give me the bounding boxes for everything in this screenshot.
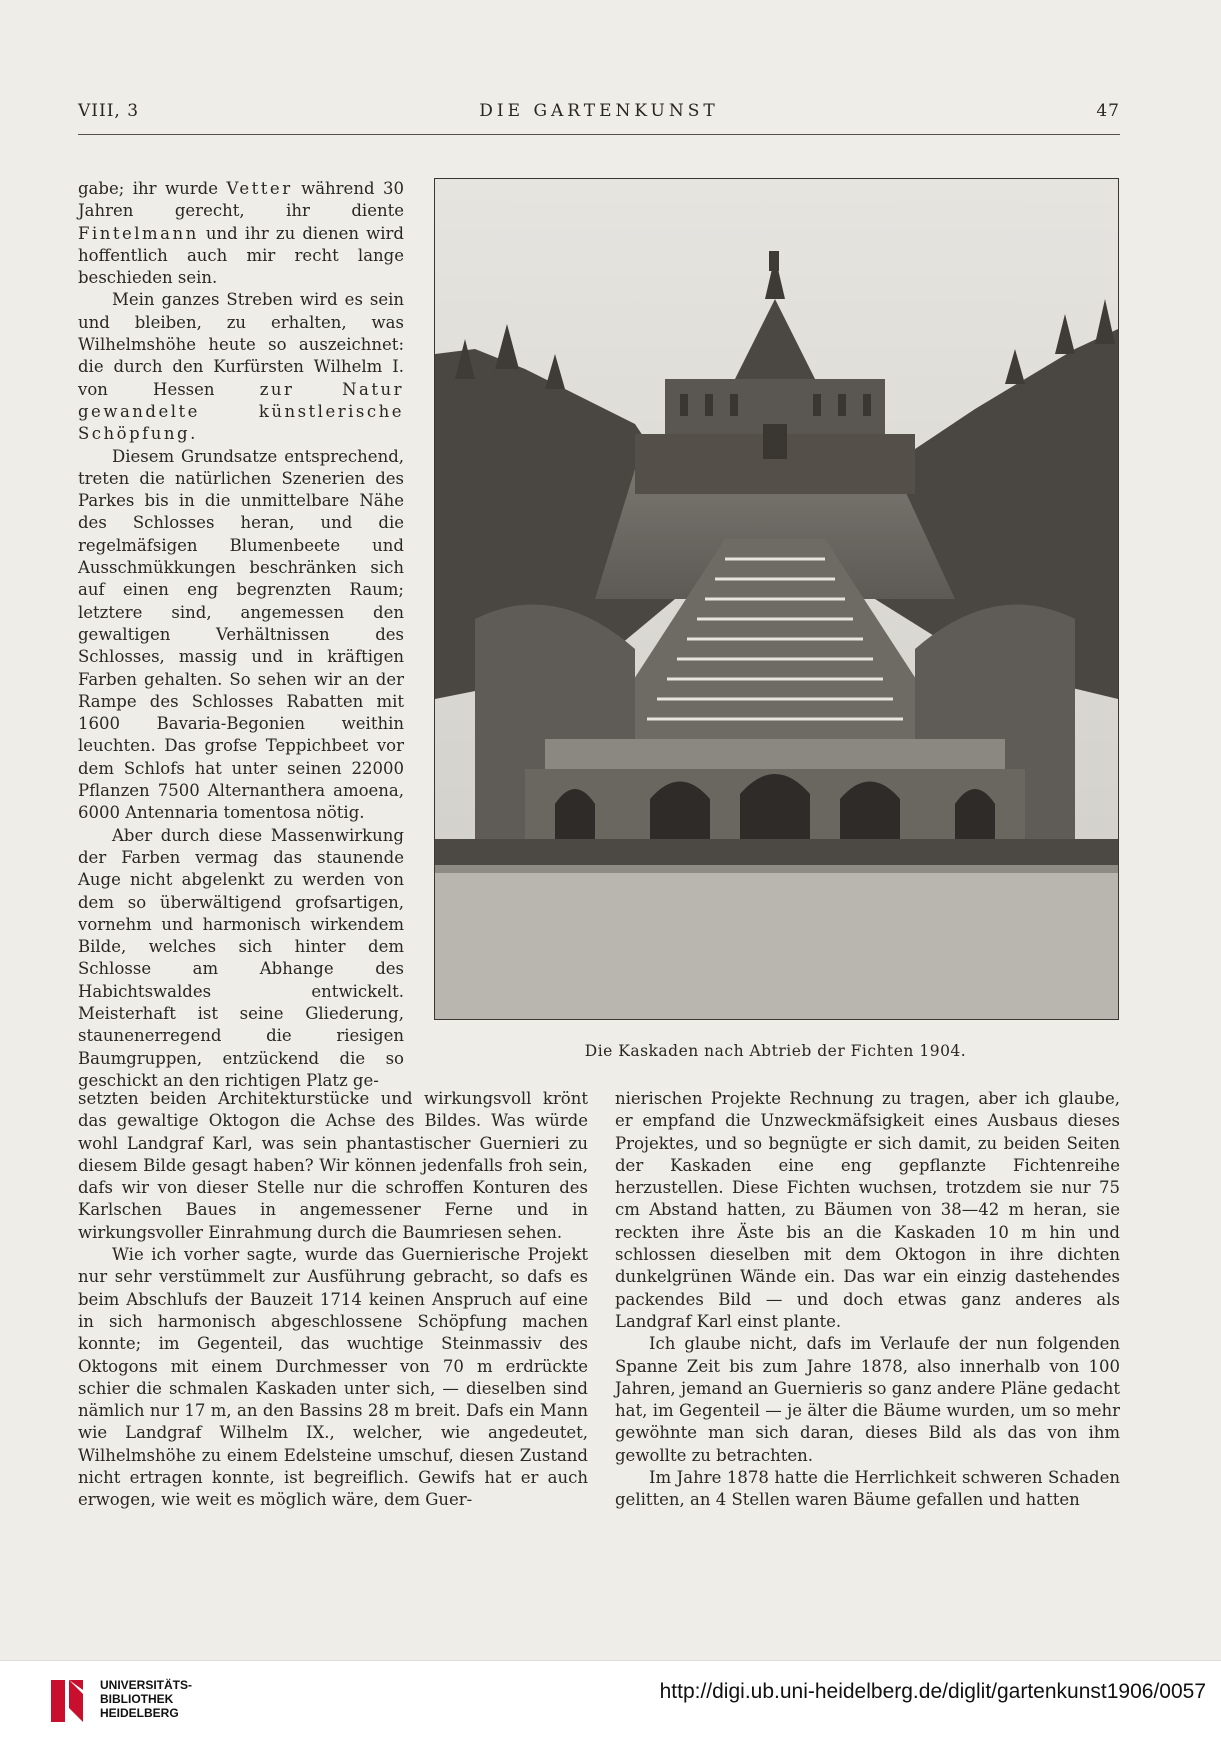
paragraph xyxy=(615,1333,1120,1467)
paragraph xyxy=(78,446,404,825)
source-url-link[interactable]: http://digi.ub.uni-heidelberg.de/diglit/gartenkunst1906/0057 xyxy=(659,1680,1206,1703)
running-header xyxy=(78,101,1120,127)
text-run: gabe; ihr wurde xyxy=(78,179,227,198)
text-run: Mein ganzes Streben wird es sein und bleiben, zu erhalten, was Wilhelmshöhe heute so auszeichnet: die durch den Kurfürsten Wilhelm I. von Hessen xyxy=(78,290,404,399)
digitization-footer xyxy=(0,1660,1221,1750)
library-name-line: BIBLIOTHEK xyxy=(100,1692,174,1706)
text-run: setzten beiden Architekturstücke und wirkungsvoll krönt das gewaltige Oktogon die Achse des Bildes. Was würde wohl Landgraf Karl, was sein phantastischer Guernieri zu diesem Bilde gesagt haben? Wir können jedenfalls froh sein, dafs wir von dieser Stelle nur die schroffen Konturen des Karlschen Baues in angemessener Ferne und in wirkungsvoller Einrahmung durch die Baumriesen sehen. xyxy=(78,1089,588,1242)
library-name xyxy=(100,1678,192,1720)
column-left-upper xyxy=(78,178,404,1092)
text-run: Aber durch diese Massenwirkung der Farben vermag das staunende Auge nicht abgelenkt zu werden von dem so überwältigend grofsartigen, vornehm und harmonisch wirkendem Bilde, welches sich hinter dem Schlosse am Abhange des Habichtswaldes entwickelt. Meisterhaft ist seine Gliederung, staunenerregend die riesigen Baumgruppen, entzückend die so geschickt an den richtigen Platz ge- xyxy=(78,825,404,1090)
figure-caption: Die Kaskaden nach Abtrieb der Fichten 1904. xyxy=(584,1042,967,1060)
text-run: Im Jahre 1878 hatte die Herrlichkeit schweren Schaden gelitten, an 4 Stellen waren Bäume gefallen und hatten xyxy=(615,1468,1120,1510)
paragraph xyxy=(78,289,404,445)
text-run: und ihr zu dienen wird hoffentlich auch mir recht lange beschieden sein. xyxy=(78,223,404,288)
paragraph xyxy=(78,1088,588,1244)
header-rule xyxy=(78,134,1120,135)
spaced-emphasis: zur Natur gewandelte künstlerische Schöpfung. xyxy=(78,379,404,444)
text-run: Ich glaube nicht, dafs im Verlaufe der nun folgenden Spanne Zeit bis zum Jahre 1878, also innerhalb von 100 Jahren, jemand an Guernieris so ganz andere Pläne gedacht hat, im Gegenteil — je älter die Bäume wurden, um so mehr gewöhnte man sich daran, dieses Bild als das von ihm gewollte zu betrachten. xyxy=(615,1334,1120,1465)
page-number: 47 xyxy=(1096,101,1120,121)
column-left-lower xyxy=(78,1088,588,1512)
journal-title: DIE GARTENKUNST xyxy=(479,101,719,121)
library-name-line: UNIVERSITÄTS- xyxy=(100,1678,193,1692)
cascade-photograph xyxy=(434,178,1119,1020)
paragraph xyxy=(78,1244,588,1512)
spaced-emphasis: Fintelmann xyxy=(78,223,199,243)
university-library-logo-icon xyxy=(47,1676,87,1726)
cascade-photo-illustration xyxy=(435,179,1118,1019)
text-run: während 30 Jahren gerecht, ihr diente xyxy=(78,179,404,221)
paragraph xyxy=(615,1467,1120,1512)
library-name-line: HEIDELBERG xyxy=(100,1706,179,1720)
paragraph xyxy=(78,825,404,1093)
column-right-lower xyxy=(615,1088,1120,1512)
paragraph xyxy=(78,178,404,289)
text-run: nierischen Projekte Rechnung zu tragen, aber ich glaube, er empfand die Unzweckmäfsigkeit eines Ausbaus dieses Projektes, und so begnügte er sich damit, zu beiden Seiten der Kaskaden eine eng gepflanzte Fichtenreihe herzustellen. Diese Fichten wuchsen, trotzdem sie nur 75 cm Abstand hatten, zu Bäumen von 38—42 m heran, sie reckten ihre Äste bis an die Kaskaden 10 m hin und schlossen dieselben mit dem Oktogon in ihre dichten dunkelgrünen Wände ein. Das war ein einzig dastehendes packendes Bild — und doch etwas ganz anderes als Landgraf Karl einst plante. xyxy=(615,1089,1120,1331)
text-run: Wie ich vorher sagte, wurde das Guernierische Projekt nur sehr verstümmelt zur Ausführung gebracht, so dafs es beim Abschlufs der Bauzeit 1714 keinen Anspruch auf eine in sich harmonisch abgeschlossene Schöpfung machen konnte; im Gegenteil, das wuchtige Steinmassiv des Oktogons mit einem Durchmesser von 70 m erdrückte schier die schmalen Kaskaden unter sich, — dieselben sind nämlich nur 17 m, an den Bassins 28 m breit. Dafs ein Mann wie Landgraf Wilhelm IX., welcher, wie angedeutet, Wilhelmshöhe zu einem Edelsteine umschuf, diesen Zustand nicht ertragen konnte, ist begreiflich. Gewifs hat er auch erwogen, wie weit es möglich wäre, dem Guer- xyxy=(78,1245,588,1510)
paragraph xyxy=(615,1088,1120,1333)
volume-number: VIII, 3 xyxy=(78,101,140,121)
spaced-emphasis: Vetter xyxy=(226,179,293,198)
text-run: Diesem Grundsatze entsprechend, treten die natürlichen Szenerien des Parkes bis in die unmittelbare Nähe des Schlosses heran, und die regelmäfsigen Blumenbeete und Ausschmükkungen beschränken sich auf einen eng begrenzten Raum; letztere sind, angemessen den gewaltigen Verhältnissen des Schlosses, massig und in kräftigen Farben gehalten. So sehen wir an der Rampe des Schlosses Rabatten mit 1600 Bavaria-Begonien weithin leuchten. Das grofse Teppichbeet vor dem Schlofs hat unter seinen 22000 Pflanzen 7500 Alternanthera amoena, 6000 Antennaria tomentosa nötig. xyxy=(78,446,404,823)
